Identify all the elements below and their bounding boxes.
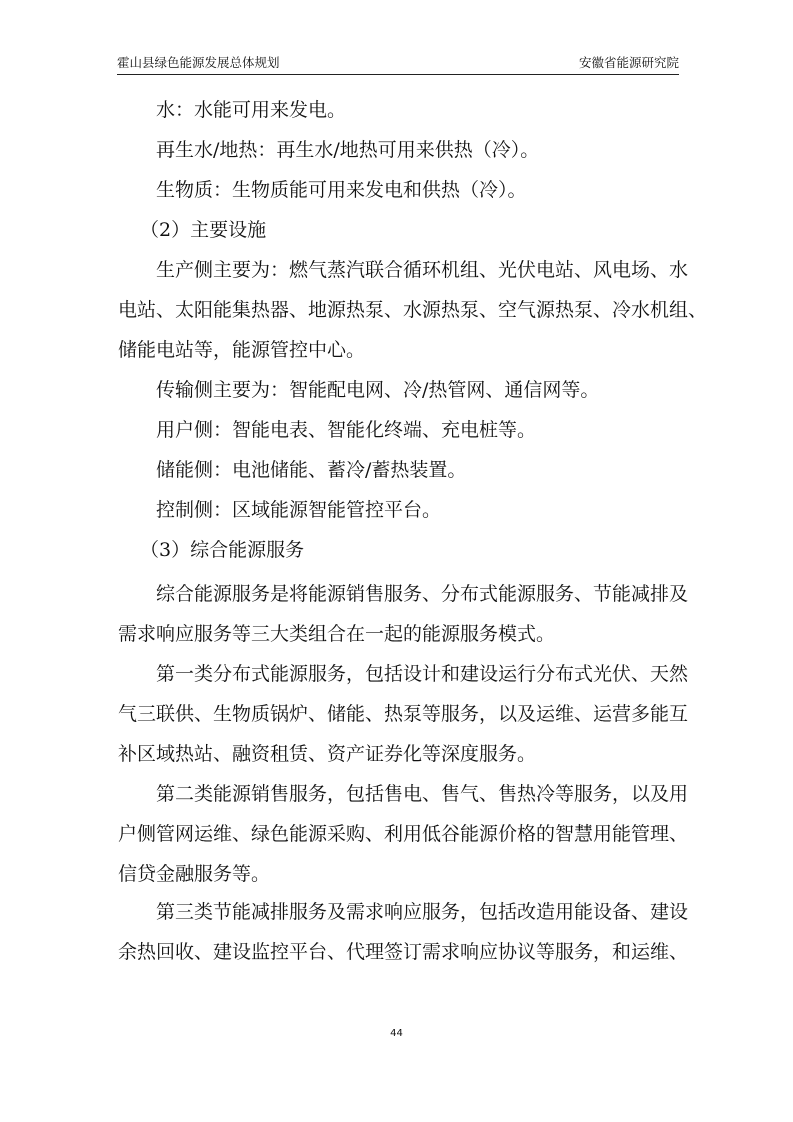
text-line: 传输侧主要为：智能配电网、冷/热管网、通信网等。 (156, 379, 600, 401)
text-line: （2）主要设施 (140, 219, 267, 241)
text-line: 第三类节能减排服务及需求响应服务，包括改造用能设备、建设 (156, 901, 689, 923)
text-line: 余热回收、建设监控平台、代理签订需求响应协议等服务，和运维、 (118, 941, 689, 963)
text-line: 生物质：生物质能可用来发电和供热（冷）。 (156, 179, 527, 201)
text-line: 补区域热站、融资租赁、资产证券化等深度服务。 (118, 743, 537, 765)
page-number: 44 (390, 1028, 403, 1039)
text-line: 再生水/地热：再生水/地热可用来供热（冷）。 (156, 139, 540, 161)
text-line: 储能电站等，能源管控中心。 (118, 339, 366, 361)
page-header (117, 52, 679, 75)
text-line: 水：水能可用来发电。 (156, 99, 347, 121)
text-line: 储能侧：电池储能、蓄冷/蓄热装置。 (156, 459, 467, 481)
text-line: 需求响应服务等三大类组合在一起的能源服务模式。 (118, 623, 556, 645)
text-line: （3）综合能源服务 (140, 539, 305, 561)
document-title: 霍山县绿色能源发展总体规划 (117, 55, 280, 70)
text-line: 用户侧：智能电表、智能化终端、充电桩等。 (156, 419, 537, 441)
text-line: 户侧管网运维、绿色能源采购、利用低谷能源价格的智慧用能管理、 (118, 823, 689, 845)
text-line: 信贷金融服务等。 (118, 863, 271, 885)
text-line: 生产侧主要为：燃气蒸汽联合循环机组、光伏电站、风电场、水 (156, 259, 689, 281)
text-line: 控制侧：区域能源智能管控平台。 (156, 499, 442, 521)
text-line: 第二类能源销售服务，包括售电、售气、售热冷等服务，以及用 (156, 783, 689, 805)
text-line: 综合能源服务是将能源销售服务、分布式能源服务、节能减排及 (156, 583, 689, 605)
text-line: 电站、太阳能集热器、地源热泵、水源热泵、空气源热泵、冷水机组、 (118, 299, 708, 321)
text-line: 第一类分布式能源服务，包括设计和建设运行分布式光伏、天然 (156, 663, 689, 685)
organization-name: 安徽省能源研究院 (578, 55, 679, 70)
text-line: 气三联供、生物质锅炉、储能、热泵等服务，以及运维、运营多能互 (118, 703, 689, 725)
